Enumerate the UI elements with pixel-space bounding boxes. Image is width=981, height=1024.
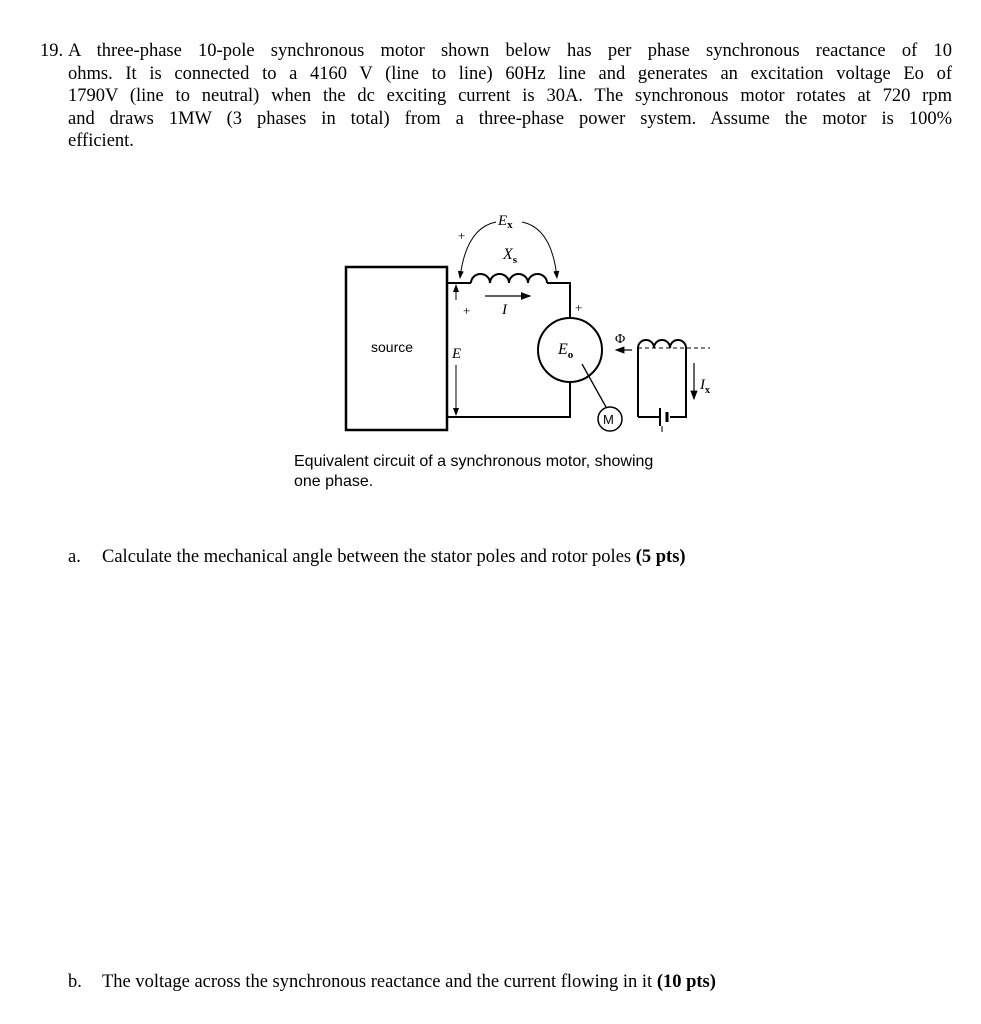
part-b-points: (10 pts) [656, 972, 716, 992]
question-line-3: 1790V (line to neutral) when the dc exciting current is 30A. The synchronous motor rotates at 720 rpm [68, 86, 952, 106]
figure-caption [294, 452, 754, 492]
ex-plus: + [458, 228, 466, 243]
question-number: 19. [40, 41, 64, 61]
ex-arc-left [460, 222, 496, 278]
ex-arc-right [522, 222, 557, 278]
caption-line-1: Equivalent circuit of a synchronous motor, showing [294, 453, 654, 470]
current-label: I [502, 302, 507, 318]
ix-label: $I_x$ [700, 377, 710, 396]
phi-label: Φ [615, 332, 626, 347]
caption-line-2: one phase. [294, 473, 374, 490]
e-plus: + [463, 303, 471, 318]
source-label: source [371, 339, 414, 355]
field-winding [638, 340, 686, 432]
part-a-text: Calculate the mechanical angle between the stator poles and rotor poles (5 pts) [102, 547, 686, 567]
question-line-1: A three-phase 10-pole synchronous motor shown below has per phase synchronous reactance of 10 [68, 41, 952, 61]
motor-label: M [603, 412, 614, 427]
ex-label: $E_x$ [498, 213, 513, 231]
xs-label: $X_s$ [503, 246, 518, 266]
part-a-label: a. [68, 547, 81, 567]
eo-label: $E_o$ [558, 341, 574, 361]
part-a-points: (5 pts) [635, 547, 686, 567]
question-line-2: ohms. It is connected to a 4160 V (line to line) 60Hz line and generates an excitation voltage Eo of [68, 63, 952, 84]
question-line-4: and draws 1MW (3 phases in total) from a three-phase power system. Assume the motor is 100% [68, 108, 952, 129]
part-b-label: b. [68, 972, 82, 992]
e-label: E [452, 346, 462, 362]
question-line-5: efficient. [68, 131, 134, 151]
eo-plus: + [575, 300, 583, 315]
part-b-text: The voltage across the synchronous reactance and the current flowing in it (10 pts) [102, 972, 716, 992]
